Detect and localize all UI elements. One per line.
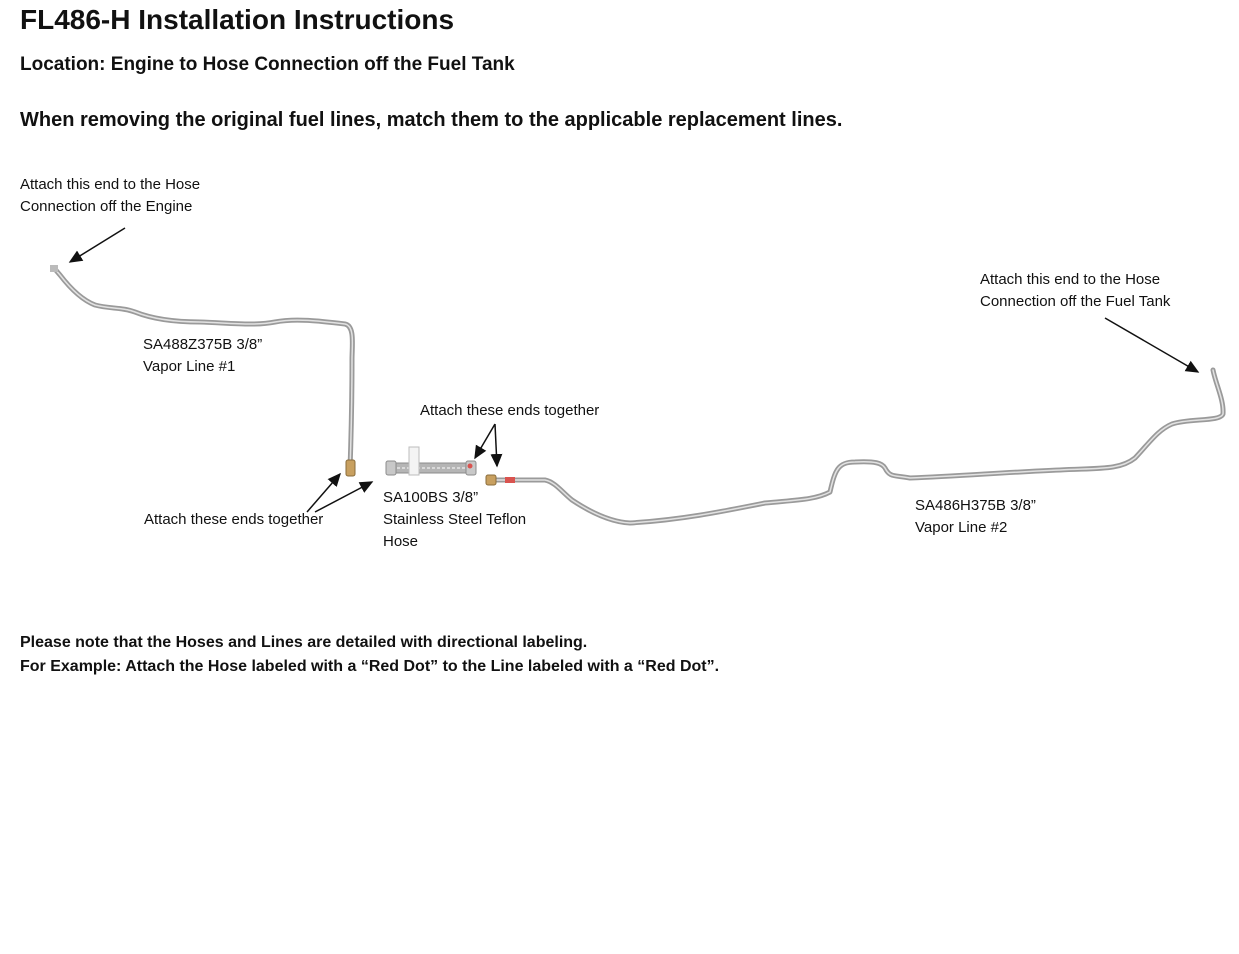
arrow-hose-right-end [475,424,495,458]
hose-tag [409,447,419,475]
red-dot-marker [468,464,473,469]
arrow-hose-end [315,482,372,512]
tank-end-label [980,269,1170,313]
red-dot-marker [505,477,515,483]
arrow-line1-end [307,474,340,512]
hose-label [383,487,526,553]
arrow-tank-end [1105,318,1198,372]
note-line-2: For Example: Attach the Hose labeled with a “Red Dot” to the Line labeled with a “Red Dot”. [20,658,720,675]
vapor-line-2-label [915,495,1036,539]
vapor-line-2 [486,370,1223,523]
hose-end-fitting [386,461,396,475]
part-description: Vapor Line #2 [915,519,1008,536]
arrow-line2-end [495,424,497,466]
instruction-text: When removing the original fuel lines, match them to the applicable replacement lines. [20,109,843,131]
part-number: SA486H375B 3/8” [915,497,1036,514]
engine-end-fitting [50,265,58,272]
teflon-hose [386,447,476,475]
attach-together-left-label: Attach these ends together [144,511,324,528]
page-title: FL486-H Installation Instructions [20,4,455,35]
tank-end-label-line: Attach this end to the Hose [980,271,1161,288]
location-heading: Location: Engine to Hose Connection off the Fuel Tank [20,54,515,75]
engine-end-label-line: Attach this end to the Hose [20,176,201,193]
part-number: SA488Z375B 3/8” [143,336,263,353]
part-description: Vapor Line #1 [143,358,236,375]
attach-together-top-label: Attach these ends together [420,402,600,419]
line1-end-fitting [346,460,355,476]
part-description: Hose [383,533,419,550]
vapor-line-1-label [143,334,262,378]
note-line-1: Please note that the Hoses and Lines are detailed with directional labeling. [20,634,588,651]
part-number: SA100BS 3/8” [383,489,479,506]
part-description: Stainless Steel Teflon [383,511,527,528]
tank-end-label-line: Connection off the Fuel Tank [980,293,1171,310]
arrow-engine-end [70,228,125,262]
engine-end-label [20,174,200,218]
engine-end-label-line: Connection off the Engine [20,198,193,215]
line2-end-fitting [486,475,496,485]
